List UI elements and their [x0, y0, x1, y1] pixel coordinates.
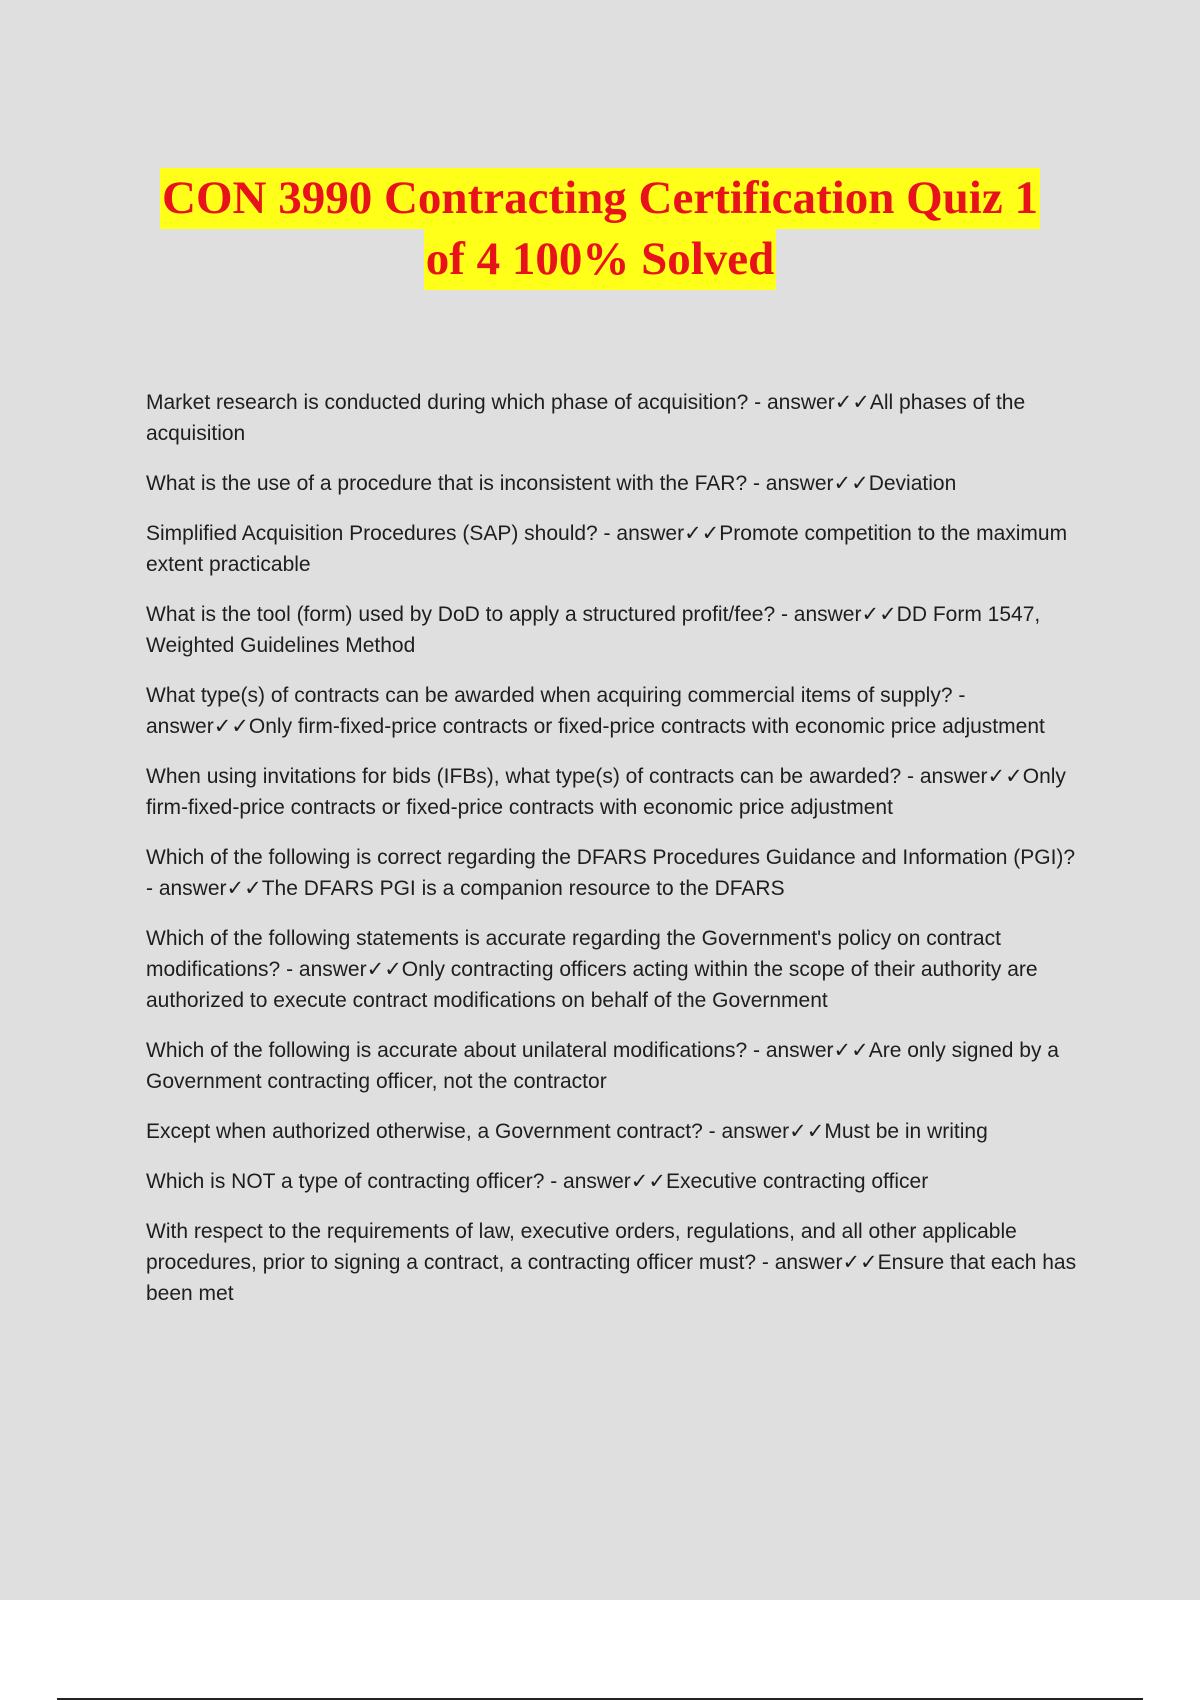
qa-item-6: When using invitations for bids (IFBs), what type(s) of contracts can be awarded? - answer✓✓Only firm-fixed-price contracts or fixed-price contracts with economic price adjustment [146, 765, 1066, 819]
qa-item-12: With respect to the requirements of law, executive orders, regulations, and all other applicable procedures, prior to signing a contract, a contracting officer must? - answer✓✓Ensure that each has been met [146, 1220, 1077, 1305]
page-title [0, 168, 1200, 290]
qa-item-1: Market research is conducted during which phase of acquisition? - answer✓✓All phases of the acquisition [146, 391, 1026, 445]
qa-item-9: Which of the following is accurate about unilateral modifications? - answer✓✓Are only signed by a Government contracting officer, not the contractor [146, 1039, 1059, 1093]
title-line-2: of 4 100% Solved [424, 229, 777, 290]
qa-item-5: What type(s) of contracts can be awarded when acquiring commercial items of supply? - answer✓✓Only firm-fixed-price contracts or fixed-price contracts with economic price adjustment [146, 684, 1045, 738]
question-answer-list [146, 387, 1086, 1328]
qa-item-7: Which of the following is correct regarding the DFARS Procedures Guidance and Information (PGI)? - answer✓✓The DFARS PGI is a companion resource to the DFARS [146, 846, 1076, 900]
qa-item-3: Simplified Acquisition Procedures (SAP) should? - answer✓✓Promote competition to the maximum extent practicable [146, 522, 1068, 576]
qa-item-10: Except when authorized otherwise, a Government contract? - answer✓✓Must be in writing [146, 1120, 988, 1143]
qa-item-4: What is the tool (form) used by DoD to apply a structured profit/fee? - answer✓✓DD Form 1547, Weighted Guidelines Method [146, 603, 1041, 657]
qa-item-8: Which of the following statements is accurate regarding the Government's policy on contract modifications? - answer✓✓Only contracting officers acting within the scope of their authority are authorized to execute contract modifications on behalf of the Government [146, 927, 1038, 1012]
title-line-1: CON 3990 Contracting Certification Quiz 1 [160, 168, 1040, 229]
qa-item-11: Which is NOT a type of contracting officer? - answer✓✓Executive contracting officer [146, 1170, 929, 1193]
qa-item-2: What is the use of a procedure that is inconsistent with the FAR? - answer✓✓Deviation [146, 472, 957, 495]
